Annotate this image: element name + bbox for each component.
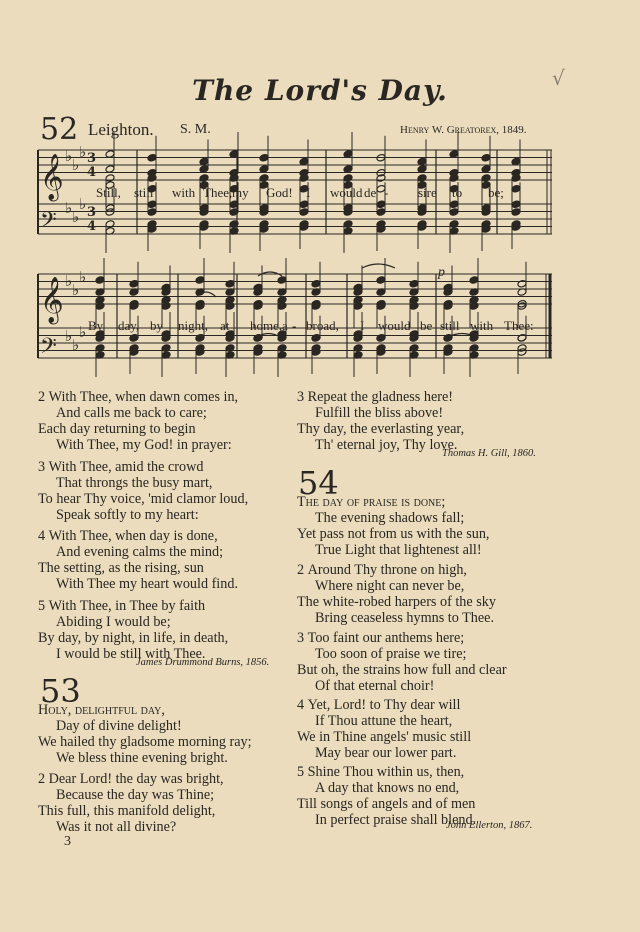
hymn-52-author: James Drummond Burns, 1856. bbox=[136, 657, 270, 668]
note-head bbox=[105, 174, 115, 183]
note-head bbox=[417, 157, 427, 166]
svg-text:4: 4 bbox=[87, 165, 97, 180]
note-head bbox=[147, 208, 157, 217]
notes bbox=[95, 132, 527, 377]
lyric-syllable: be bbox=[420, 318, 433, 333]
note-head bbox=[481, 165, 491, 174]
lyric-syllable: by bbox=[150, 318, 163, 333]
lyric-syllable: By bbox=[88, 318, 104, 333]
hymn-54-stanza-3: 3 Too faint our anthems here; Too soon of praise we tire; But oh, the strains how full and clear Of that eternal choir! bbox=[297, 630, 507, 695]
hymn-52-stanza-3: 3 With Thee, amid the crowd That throngs the busy mart, To hear Thy voice, 'mid clamor loud, Speak softly to my heart: bbox=[38, 459, 249, 524]
note-head bbox=[511, 157, 521, 166]
lyric-syllable: would bbox=[378, 318, 411, 333]
lyric-syllable: my bbox=[232, 185, 249, 200]
note-head bbox=[481, 153, 491, 162]
svg-text:♭: ♭ bbox=[79, 323, 87, 341]
margin-check-mark: √ bbox=[552, 66, 565, 90]
hymn-53-stanza-2: 2 Dear Lord! the day was bright, Because the day was Thine; This full, this manifold delight, Was it not all divine? bbox=[38, 771, 224, 836]
hymn-54-stanza-4: 4 Yet, Lord! to Thy dear will If Thou attune the heart, We in Thine angels' music still May bear our lower part. bbox=[297, 697, 472, 762]
note-head bbox=[311, 279, 321, 288]
tune-name: Leighton. bbox=[88, 120, 154, 139]
lyric-syllable: - bbox=[292, 318, 297, 333]
note-head bbox=[409, 279, 419, 288]
music-score bbox=[0, 0, 640, 385]
lyric-syllable: day, bbox=[118, 318, 140, 333]
note-head bbox=[353, 302, 363, 311]
note-head bbox=[95, 276, 105, 285]
lyric-syllable: at bbox=[220, 318, 230, 333]
bass-clef-icon: 𝄢 bbox=[40, 208, 57, 238]
note-head bbox=[417, 174, 427, 183]
note-head bbox=[299, 208, 309, 217]
hymn-53-stanza-1: Holy, delightful day, Day of divine delight! We hailed thy gladsome morning ray; We bless thine evening bright. bbox=[38, 702, 252, 767]
hymn-54-stanza-2: 2 Around Thy throne on high, Where night can never be, The white-robed harpers of the sky Bring ceaseless hymns to Thee. bbox=[297, 562, 496, 627]
note-head bbox=[259, 153, 269, 162]
key-signatures bbox=[65, 143, 86, 354]
lyric-syllable: would bbox=[330, 185, 363, 200]
lyric-syllable: still bbox=[134, 185, 154, 200]
note-head bbox=[376, 208, 386, 217]
note-head bbox=[105, 165, 115, 174]
svg-text:♭: ♭ bbox=[79, 195, 87, 213]
svg-text:♭: ♭ bbox=[72, 156, 80, 174]
page-number: 3 bbox=[64, 834, 71, 849]
svg-text:3: 3 bbox=[87, 205, 97, 220]
lyric-syllable: with bbox=[172, 185, 196, 200]
note-head bbox=[161, 302, 171, 311]
note-head bbox=[299, 200, 309, 209]
treble-clef-icon: 𝄞 bbox=[40, 154, 64, 200]
lyric-syllable: I bbox=[306, 185, 311, 200]
lyric-syllable: be; bbox=[488, 185, 504, 200]
note-head bbox=[199, 157, 209, 166]
note-head bbox=[417, 165, 427, 174]
note-head bbox=[95, 302, 105, 311]
svg-text:4: 4 bbox=[87, 219, 97, 234]
time-signatures bbox=[87, 151, 96, 234]
note-head bbox=[259, 174, 269, 183]
hymn-54-stanza-1: The day of praise is done; The evening shadows fall; Yet pass not from us with the sun, True Light that lightenest all! bbox=[297, 494, 490, 559]
svg-text:♭: ♭ bbox=[65, 327, 73, 345]
svg-text:♭: ♭ bbox=[72, 208, 80, 226]
note-head bbox=[299, 157, 309, 166]
note-head bbox=[195, 276, 205, 285]
note-head bbox=[469, 276, 479, 285]
lyric-syllable: with bbox=[470, 318, 494, 333]
note-head bbox=[376, 200, 386, 209]
lyric-syllable: a bbox=[282, 318, 288, 333]
hymn-54-stanza-5: 5 Shine Thou within us, then, A day that knows no end, Till songs of angels and of men In perfect praise shall blend. bbox=[297, 764, 477, 829]
note-head bbox=[511, 184, 521, 193]
note-head bbox=[277, 276, 287, 285]
hymn-53-stanza-3: 3 Repeat the gladness here! Fulfill the bliss above! Thy day, the everlasting year, Th' eternal joy, Thy love. bbox=[297, 389, 465, 454]
note-head bbox=[481, 174, 491, 183]
treble-clef-icon: 𝄞 bbox=[40, 277, 64, 323]
lyric-syllable: de bbox=[364, 185, 377, 200]
note-head bbox=[343, 165, 353, 174]
lyric-syllable: still bbox=[440, 318, 460, 333]
note-head bbox=[376, 276, 386, 285]
note-head bbox=[259, 165, 269, 174]
lyric-syllable: broad, bbox=[306, 318, 339, 333]
lyric-syllable: sire bbox=[418, 185, 437, 200]
svg-text:♭: ♭ bbox=[65, 147, 73, 165]
hymn-54-number: 54 bbox=[298, 464, 339, 502]
hymn-52-stanza-5: 5 With Thee, in Thee by faith Abiding I would be; By day, by night, in life, in death, I would be still with Thee. bbox=[38, 598, 229, 663]
hymn-52-stanza-4: 4 With Thee, when day is done, And evening calms the mind; The setting, as the rising, sun With Thee my heart would find. bbox=[38, 528, 238, 593]
lyric-syllable: God! bbox=[266, 185, 293, 200]
note-head bbox=[199, 174, 209, 183]
meter: S. M. bbox=[180, 122, 211, 137]
lyric-syllable: - bbox=[384, 185, 389, 200]
note-head bbox=[517, 279, 527, 288]
svg-text:♭: ♭ bbox=[72, 281, 80, 299]
svg-text:♭: ♭ bbox=[72, 336, 80, 354]
hymn-52-number: 52 bbox=[40, 112, 79, 147]
note-head bbox=[199, 165, 209, 174]
hymn-52-stanza-2: 2 With Thee, when dawn comes in, And calls me back to care; Each day returning to begin With Thee, my God! in prayer: bbox=[38, 389, 239, 454]
hymn-53-author: Thomas H. Gill, 1860. bbox=[442, 448, 536, 459]
lyric-syllable: home, bbox=[250, 318, 283, 333]
composer: Henry W. Greatorex, 1849. bbox=[400, 124, 527, 136]
clefs bbox=[40, 154, 64, 364]
dynamic-mark: p bbox=[438, 265, 445, 280]
note-head bbox=[147, 153, 157, 162]
hymn-53-number: 53 bbox=[40, 672, 81, 710]
note-head bbox=[511, 208, 521, 217]
note-head bbox=[343, 150, 353, 159]
lyric-syllable: Still, bbox=[96, 185, 121, 200]
page-title: The Lord's Day. bbox=[192, 74, 448, 107]
lyric-syllable: night, bbox=[178, 318, 208, 333]
svg-text:♭: ♭ bbox=[79, 268, 87, 286]
note-head bbox=[105, 150, 115, 159]
note-head bbox=[409, 302, 419, 311]
lyric-syllable: to bbox=[452, 185, 463, 200]
lyrics-line-2 bbox=[88, 318, 534, 333]
svg-text:♭: ♭ bbox=[79, 143, 87, 161]
note-head bbox=[449, 200, 459, 209]
note-head bbox=[147, 200, 157, 209]
bass-clef-icon: 𝄢 bbox=[40, 334, 57, 364]
lyric-syllable: Thee, bbox=[203, 185, 233, 200]
note-head bbox=[225, 279, 235, 288]
svg-text:♭: ♭ bbox=[65, 199, 73, 217]
note-head bbox=[129, 279, 139, 288]
note-head bbox=[449, 208, 459, 217]
note-head bbox=[343, 174, 353, 183]
note-head bbox=[449, 150, 459, 159]
note-head bbox=[277, 302, 287, 311]
svg-text:3: 3 bbox=[87, 151, 97, 166]
note-head bbox=[511, 200, 521, 209]
lyric-syllable: Thee: bbox=[504, 318, 534, 333]
hymn-54-author: John Ellerton, 1867. bbox=[446, 820, 533, 831]
note-head bbox=[225, 302, 235, 311]
note-head bbox=[469, 302, 479, 311]
svg-text:♭: ♭ bbox=[65, 272, 73, 290]
lyric-syllable: I bbox=[360, 318, 365, 333]
